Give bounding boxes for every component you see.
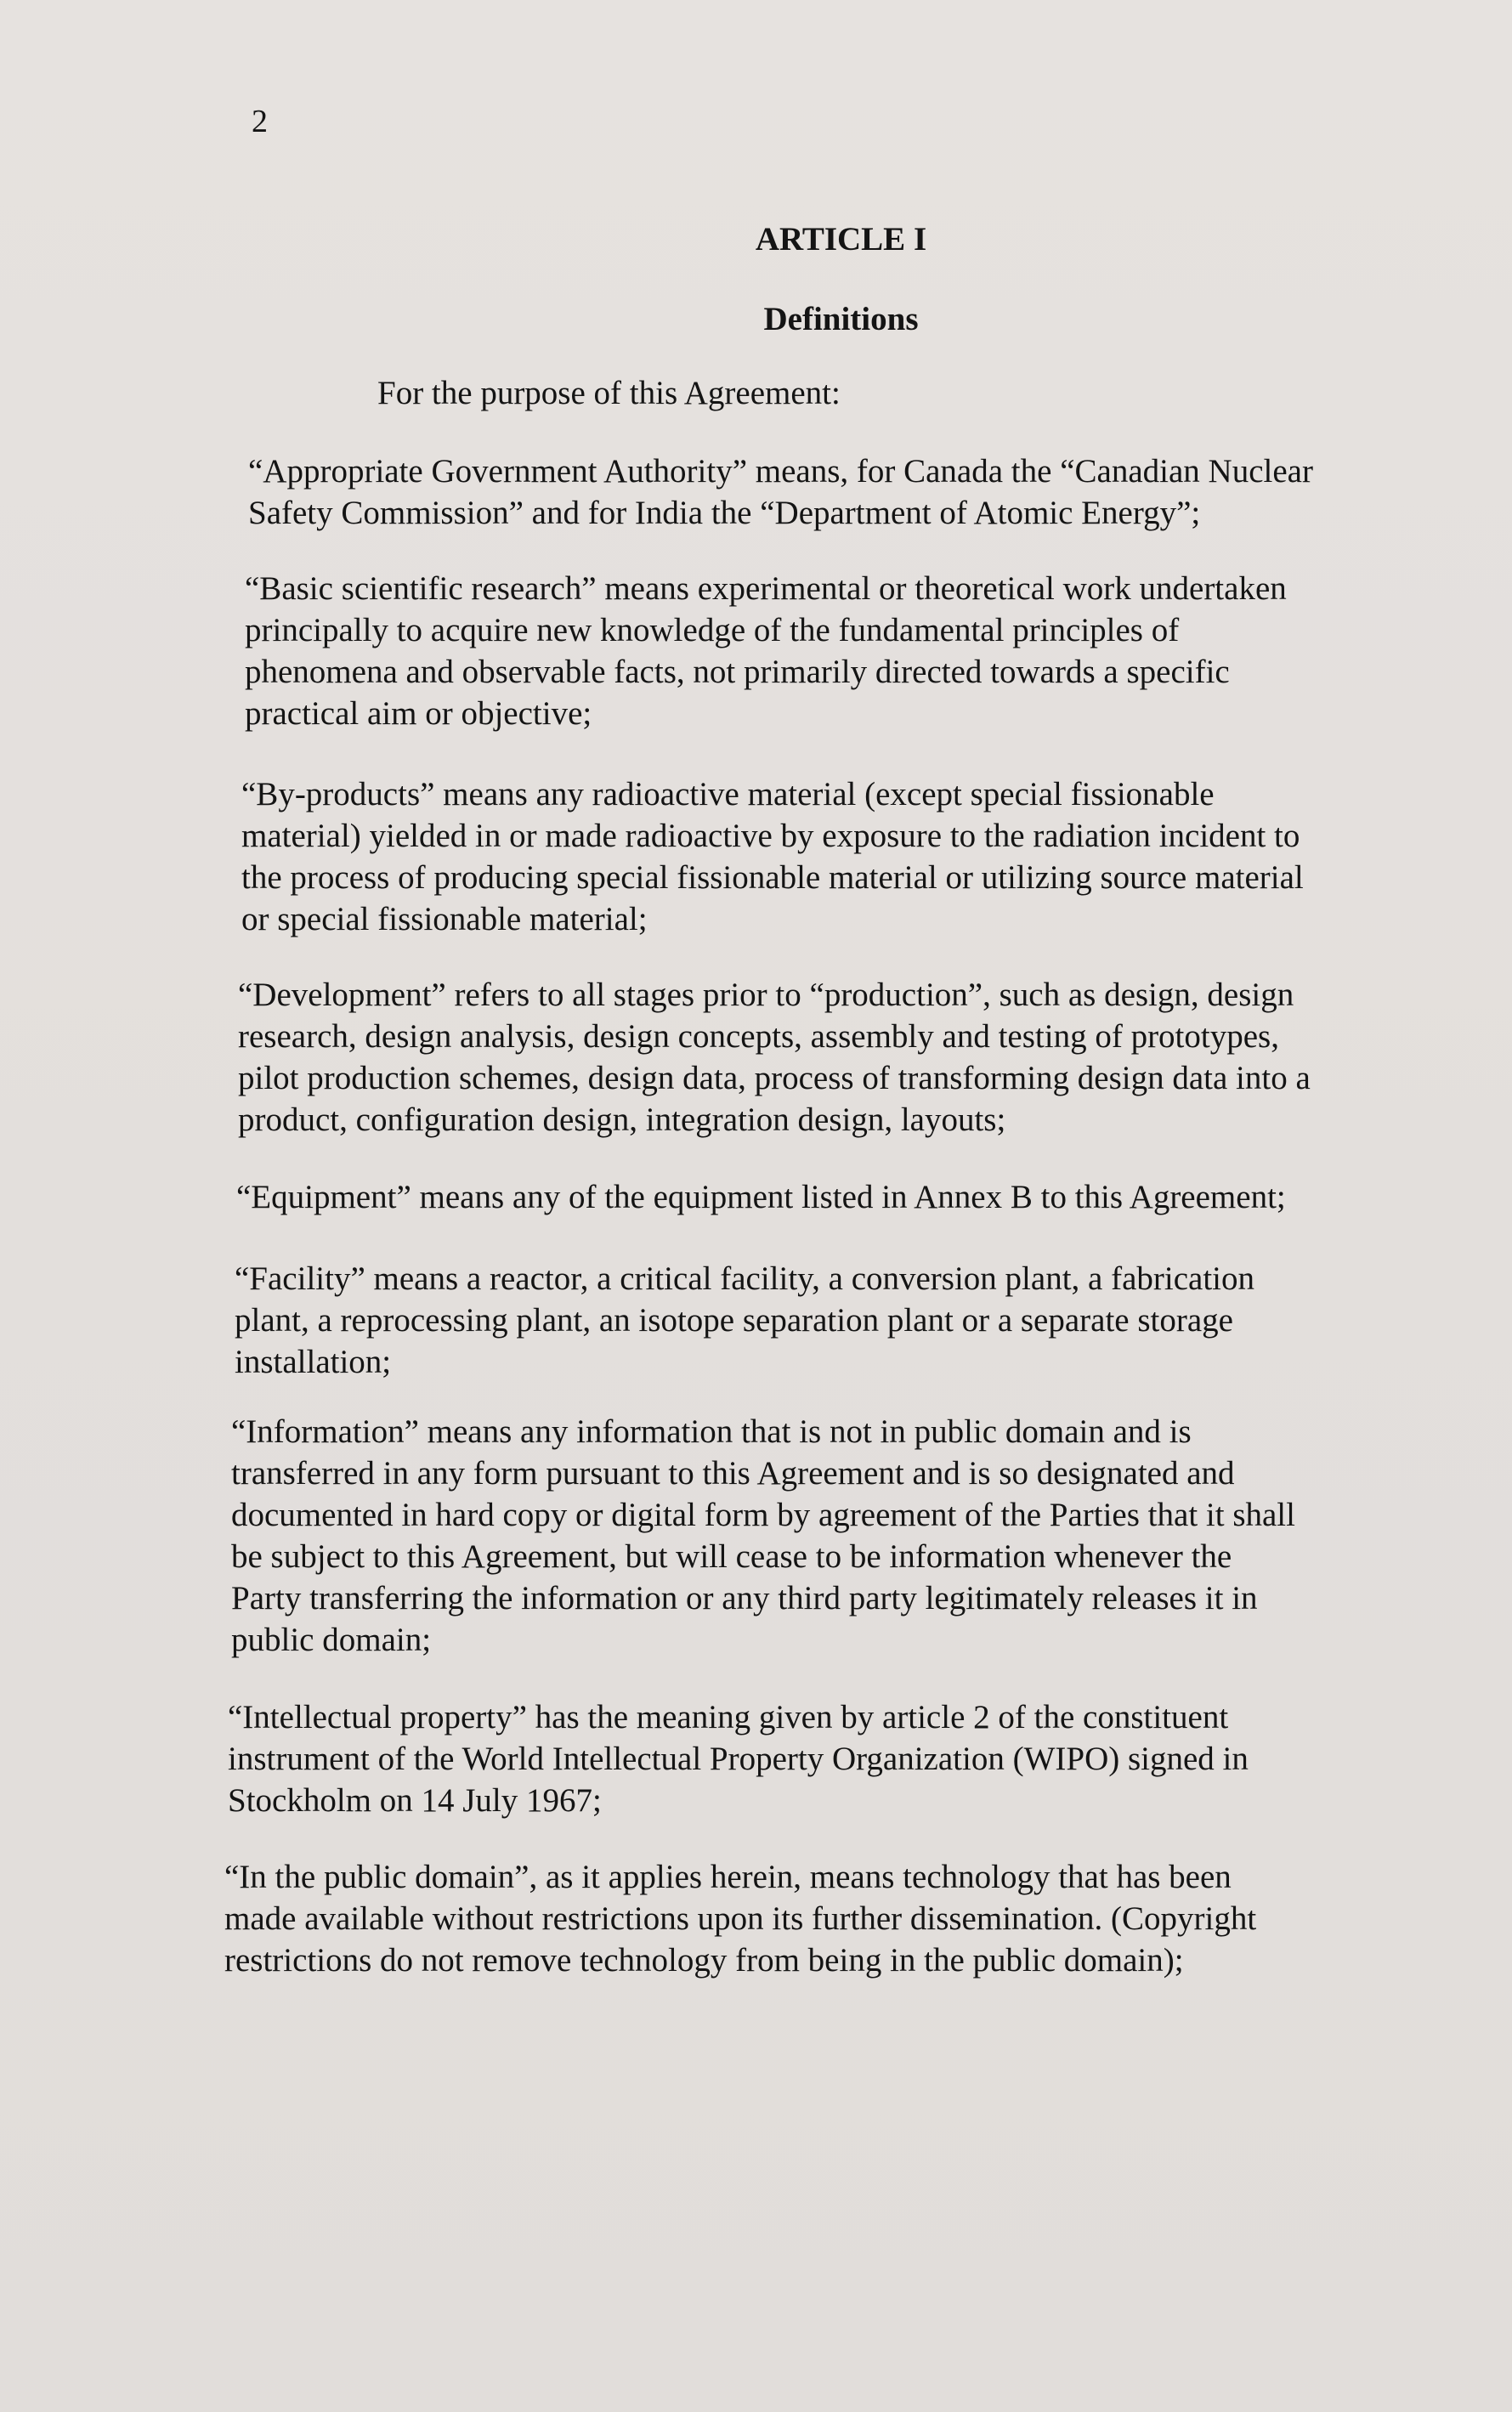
article-heading: ARTICLE I — [755, 221, 927, 258]
definition-line: transferred in any form pursuant to this Agreement and is so designated and — [231, 1455, 1235, 1492]
definition-line: principally to acquire new knowledge of the fundamental principles of — [245, 612, 1180, 648]
definition-line: documented in hard copy or digital form by agreement of the Parties that it shall — [231, 1497, 1295, 1533]
definition-line: “In the public domain”, as it applies herein, means technology that has been — [224, 1859, 1232, 1895]
section-heading: Definitions — [763, 301, 919, 337]
definition-line: “Basic scientific research” means experimental or theoretical work undertaken — [245, 570, 1287, 607]
definition-facility — [235, 1258, 1254, 1383]
definition-line: installation; — [235, 1344, 392, 1380]
definition-line: material) yielded in or made radioactive by exposure to the radiation incident to — [241, 818, 1300, 854]
definition-line: or special fissionable material; — [241, 901, 648, 937]
definition-appropriate-government-authority — [248, 450, 1313, 534]
definition-line: Stockholm on 14 July 1967; — [228, 1782, 602, 1819]
definition-line: research, design analysis, design concepts, assembly and testing of prototypes, — [238, 1018, 1279, 1055]
definition-line: Party transferring the information or any third party legitimately releases it in — [231, 1580, 1258, 1616]
definition-intellectual-property — [228, 1696, 1249, 1821]
definition-development — [238, 974, 1311, 1141]
definition-line: “Development” refers to all stages prior to “production”, such as design, design — [238, 977, 1294, 1013]
definition-line: product, configuration design, integration design, layouts; — [238, 1101, 1006, 1138]
definition-line: “Appropriate Government Authority” means, for Canada the “Canadian Nuclear — [248, 453, 1313, 490]
definition-line: “Intellectual property” has the meaning given by article 2 of the constituent — [228, 1699, 1229, 1735]
definition-line: “Information” means any information that is not in public domain and is — [231, 1413, 1192, 1450]
intro-paragraph: For the purpose of this Agreement: — [377, 375, 841, 411]
definition-line: public domain; — [231, 1622, 432, 1658]
definition-equipment — [236, 1176, 1286, 1218]
definition-line: “Equipment” means any of the equipment listed in Annex B to this Agreement; — [236, 1179, 1286, 1215]
definition-line: be subject to this Agreement, but will cease to be information whenever the — [231, 1538, 1232, 1575]
definition-line: restrictions do not remove technology from being in the public domain); — [224, 1942, 1184, 1979]
definition-line: Safety Commission” and for India the “Department of Atomic Energy”; — [248, 495, 1201, 531]
definition-line: phenomena and observable facts, not primarily directed towards a specific — [245, 654, 1230, 690]
definition-line: made available without restrictions upon its further dissemination. (Copyright — [224, 1900, 1257, 1937]
definition-line: the process of producing special fissionable material or utilizing source material — [241, 859, 1304, 896]
definition-line: instrument of the World Intellectual Property Organization (WIPO) signed in — [228, 1741, 1249, 1777]
definition-line: pilot production schemes, design data, process of transforming design data into a — [238, 1060, 1311, 1096]
definition-line: practical aim or objective; — [245, 695, 592, 732]
definition-line: “By-products” means any radioactive material (except special fissionable — [241, 776, 1215, 812]
definition-information — [231, 1411, 1295, 1661]
definition-by-products — [241, 773, 1304, 940]
definition-line: “Facility” means a reactor, a critical facility, a conversion plant, a fabrication — [235, 1260, 1255, 1297]
page-number: 2 — [252, 104, 268, 139]
definition-line: plant, a reprocessing plant, an isotope separation plant or a separate storage — [235, 1302, 1233, 1339]
definition-basic-scientific-research — [245, 568, 1287, 734]
definition-in-the-public-domain — [224, 1856, 1256, 1981]
